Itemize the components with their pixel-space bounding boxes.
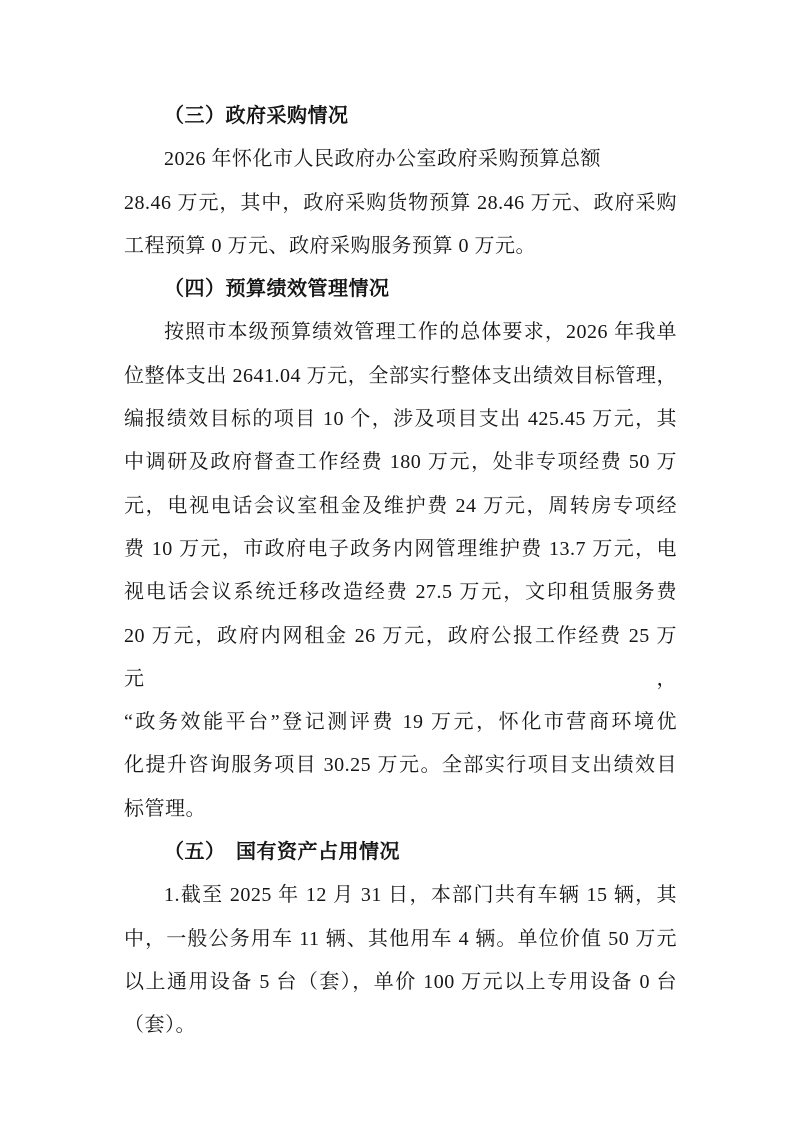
- document-line: 位整体支出 2641.04 万元，全部实行整体支出绩效目标管理，: [124, 364, 677, 387]
- document-line: 中调研及政府督查工作经费 180 万元，处非专项经费 50 万: [124, 451, 677, 474]
- document-line: 元，电视电话会议室租金及维护费 24 万元，周转房专项经: [124, 494, 677, 517]
- document-line: （套）。: [124, 1014, 196, 1037]
- section-heading-performance: （四）预算绩效管理情况: [164, 278, 390, 301]
- document-line: 编报绩效目标的项目 10 个，涉及项目支出 425.45 万元，其: [124, 408, 677, 431]
- document-line: 按照市本级预算绩效管理工作的总体要求，2026 年我单: [164, 321, 677, 344]
- section-heading-state-owned-assets: （五） 国有资产占用情况: [164, 841, 400, 864]
- document-line: “政务效能平台”登记测评费 19 万元，怀化市营商环境优: [124, 711, 677, 734]
- document-text-block: [124, 95, 677, 1048]
- document-line: 化提升咨询服务项目 30.25 万元。全部实行项目支出绩效目: [124, 754, 677, 777]
- document-line: 28.46 万元，其中，政府采购货物预算 28.46 万元、政府采购: [124, 191, 677, 214]
- document-line: 20 万元，政府内网租金 26 万元，政府公报工作经费 25 万元，: [124, 624, 677, 690]
- document-line: 工程预算 0 万元、政府采购服务预算 0 万元。: [124, 234, 536, 257]
- document-line: 以上通用设备 5 台（套），单价 100 万元以上专用设备 0 台: [124, 970, 677, 993]
- document-line: 视电话会议系统迁移改造经费 27.5 万元，文印租赁服务费: [124, 581, 677, 604]
- document-line: 标管理。: [124, 797, 206, 820]
- section-heading-procurement: （三）政府采购情况: [164, 105, 349, 127]
- document-line: 1.截至 2025 年 12 月 31 日，本部门共有车辆 15 辆，其: [164, 884, 677, 907]
- document-line: 2026 年怀化市人民政府办公室政府采购预算总额: [164, 148, 601, 171]
- document-line: 中，一般公务用车 11 辆、其他用车 4 辆。单位价值 50 万元: [124, 927, 677, 950]
- document-line: 费 10 万元，市政府电子政务内网管理维护费 13.7 万元，电: [124, 537, 677, 560]
